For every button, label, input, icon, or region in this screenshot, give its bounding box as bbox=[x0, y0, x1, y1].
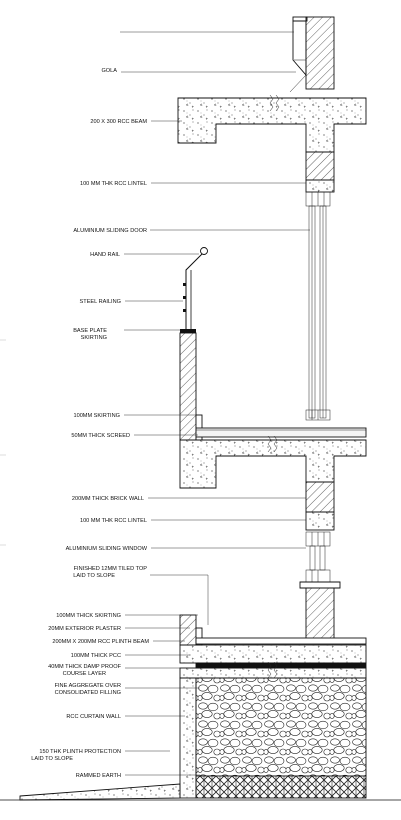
label-tiled-top: FINISHED 12MM TILED TOP bbox=[73, 566, 147, 572]
floor-slab-middle bbox=[180, 428, 366, 488]
brick-wall-top bbox=[306, 152, 334, 180]
label-pcc: 100MM THICK PCC bbox=[70, 653, 121, 659]
label-plinth-protection: 150 THK PLINTH PROTECTION bbox=[39, 749, 121, 755]
label-base-plate: BASE PLATE bbox=[73, 328, 107, 334]
label-base-plate-skirting: SKIRTING bbox=[80, 335, 107, 341]
brick-wall-plinth bbox=[306, 588, 334, 640]
sliding-window bbox=[306, 532, 330, 582]
sill-tiled-top bbox=[300, 582, 340, 588]
label-thick-skirting: 100MM THICK SKIRTING bbox=[56, 613, 121, 619]
label-plinth-beam: 200MM X 200MM RCC PLINTH BEAM bbox=[52, 639, 149, 645]
label-screed: 50MM THICK SCREED bbox=[71, 433, 130, 439]
label-fine-aggregate: FINE AGGREGATE OVER bbox=[54, 683, 121, 689]
brick-wall-lower bbox=[306, 482, 334, 512]
label-rammed-earth: RAMMED EARTH bbox=[75, 773, 121, 779]
label-beam: 200 X 300 RCC BEAM bbox=[90, 119, 147, 125]
lintel-top bbox=[306, 180, 334, 192]
label-lintel-bottom: 100 MM THK RCC LINTEL bbox=[79, 518, 147, 524]
label-consolidated-filling: CONSOLIDATED FILLING bbox=[54, 690, 121, 696]
label-curtain-wall: RCC CURTAIN WALL bbox=[66, 714, 121, 720]
margin-ticks bbox=[0, 340, 6, 545]
lintel-bottom bbox=[306, 512, 334, 530]
label-steel-railing: STEEL RAILING bbox=[79, 299, 121, 305]
gola-upper-wall bbox=[290, 17, 334, 92]
annotation-labels bbox=[31, 68, 149, 779]
label-plinth-protection-slope: LAID TO SLOPE bbox=[31, 756, 73, 762]
parapet-wall bbox=[180, 333, 196, 440]
label-brick-wall: 200MM THICK BRICK WALL bbox=[71, 496, 144, 502]
label-dpc: 40MM THICK DAMP PROOF bbox=[48, 664, 121, 670]
label-lintel-top: 100 MM THK RCC LINTEL bbox=[79, 181, 147, 187]
label-hand-rail: HAND RAIL bbox=[90, 252, 120, 258]
label-gola: GOLA bbox=[101, 68, 117, 74]
sliding-door bbox=[306, 192, 330, 420]
label-dpc-course: COURSE LAYER bbox=[62, 671, 106, 677]
label-sliding-window: ALUMINIUM SLIDING WINDOW bbox=[65, 546, 147, 552]
label-exterior-plaster: 20MM EXTERIOR PLASTER bbox=[48, 626, 121, 632]
label-tiled-top-slope: LAID TO SLOPE bbox=[73, 573, 115, 579]
label-sliding-door: ALUMINIUM SLIDING DOOR bbox=[73, 228, 147, 234]
rcc-beam-slab-top bbox=[178, 95, 366, 152]
label-skirting-100: 100MM SKIRTING bbox=[73, 413, 120, 419]
steel-railing bbox=[180, 248, 208, 334]
